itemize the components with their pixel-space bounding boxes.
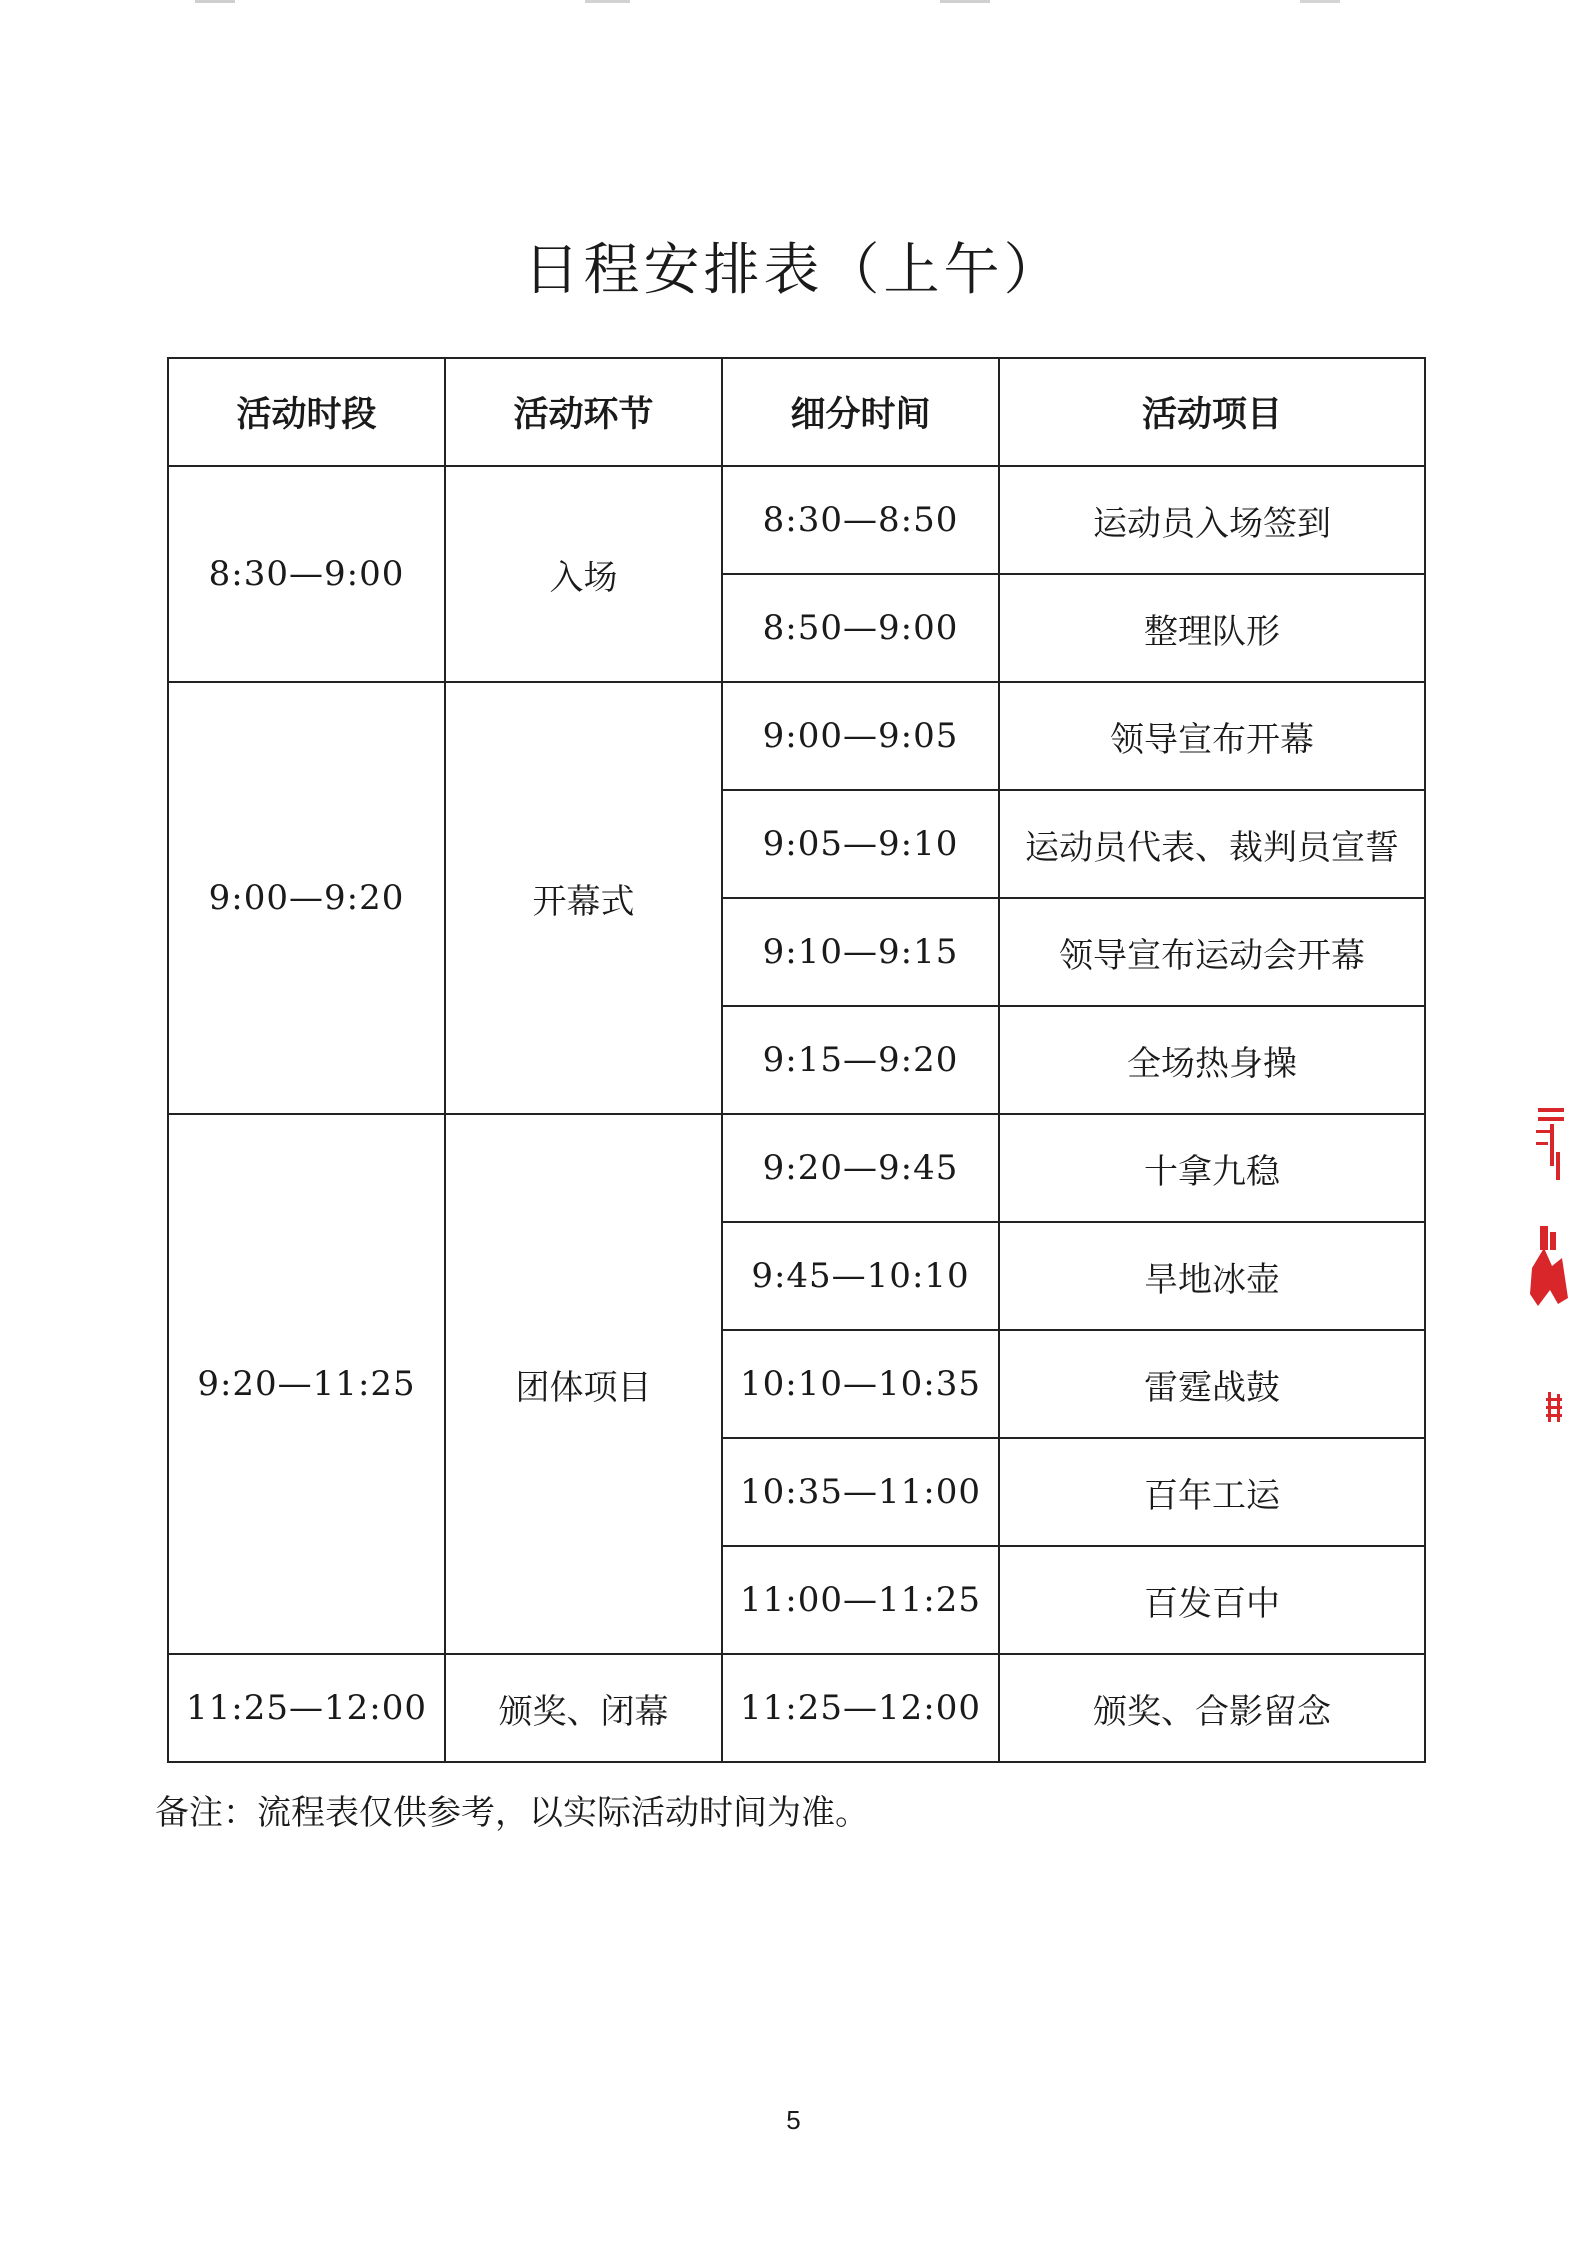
table-header-row [168, 358, 1425, 466]
item-cell: 雷霆战鼓 [999, 1330, 1425, 1438]
period-cell: 9:20—11:25 [168, 1114, 445, 1654]
time-cell: 8:30—8:50 [722, 466, 999, 574]
red-seal-fragment [1522, 1108, 1570, 1448]
page-number: 5 [786, 2105, 801, 2135]
page-title: 日程安排表（上午） [523, 238, 1064, 303]
time-cell: 9:10—9:15 [722, 898, 999, 1006]
remark-note: 备注：流程表仅供参考，以实际活动时间为准。 [155, 1793, 869, 1833]
time-cell: 9:00—9:05 [722, 682, 999, 790]
column-header: 细分时间 [722, 358, 999, 466]
time-cell: 10:10—10:35 [722, 1330, 999, 1438]
table-row [168, 682, 1425, 790]
stage-cell: 颁奖、闭幕 [445, 1654, 722, 1762]
column-header: 活动环节 [445, 358, 722, 466]
time-cell: 10:35—11:00 [722, 1438, 999, 1546]
item-cell: 运动员入场签到 [999, 466, 1425, 574]
seal-marks [1530, 1108, 1568, 1422]
period-cell: 8:30—9:00 [168, 466, 445, 682]
item-cell: 运动员代表、裁判员宣誓 [999, 790, 1425, 898]
item-cell: 百年工运 [999, 1438, 1425, 1546]
table-row [168, 1114, 1425, 1222]
time-cell: 9:15—9:20 [722, 1006, 999, 1114]
time-cell: 9:45—10:10 [722, 1222, 999, 1330]
table-row [168, 1654, 1425, 1762]
time-cell: 11:00—11:25 [722, 1546, 999, 1654]
time-cell: 11:25—12:00 [722, 1654, 999, 1762]
column-header: 活动时段 [168, 358, 445, 466]
table-row [168, 466, 1425, 574]
schedule-table [167, 357, 1426, 1763]
item-cell: 旱地冰壶 [999, 1222, 1425, 1330]
item-cell: 颁奖、合影留念 [999, 1654, 1425, 1762]
item-cell: 领导宣布运动会开幕 [999, 898, 1425, 1006]
item-cell: 十拿九稳 [999, 1114, 1425, 1222]
time-cell: 9:20—9:45 [722, 1114, 999, 1222]
item-cell: 领导宣布开幕 [999, 682, 1425, 790]
time-cell: 9:05—9:10 [722, 790, 999, 898]
period-cell: 9:00—9:20 [168, 682, 445, 1114]
item-cell: 整理队形 [999, 574, 1425, 682]
item-cell: 全场热身操 [999, 1006, 1425, 1114]
stage-cell: 入场 [445, 466, 722, 682]
item-cell: 百发百中 [999, 1546, 1425, 1654]
period-cell: 11:25—12:00 [168, 1654, 445, 1762]
stage-cell: 开幕式 [445, 682, 722, 1114]
time-cell: 8:50—9:00 [722, 574, 999, 682]
column-header: 活动项目 [999, 358, 1425, 466]
stage-cell: 团体项目 [445, 1114, 722, 1654]
scan-edge-marks [0, 0, 1587, 14]
